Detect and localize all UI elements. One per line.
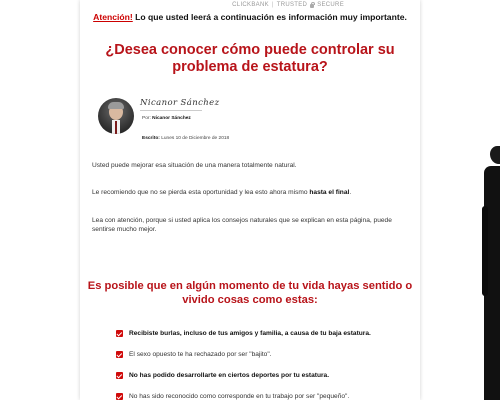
author-avatar [98,98,134,134]
body-paragraph-3: Lea con atención, porque si usted aplica los consejos naturales que se explican en esta página, puede sentirse mucho mejor. [92,217,392,233]
check-icon [116,393,123,400]
trust-separator: | [271,2,274,8]
page-headline: ¿Desea conocer cómo puede controlar su problema de estatura? [105,42,395,75]
man-silhouette-image [484,146,500,400]
written-label: Escrito: [142,136,160,141]
sales-page [80,0,420,400]
byline-label: Por: [142,116,151,121]
list-item: Recibiste burlas, incluso de tus amigos y familia, a causa de tu baja estatura. [116,330,406,351]
publish-date [142,136,229,141]
check-icon [116,330,123,337]
paragraph-2-text: Le recomiendo que no se pierda esta oportunidad y lea esto ahora mismo [92,189,310,196]
body-paragraph-1: Usted puede mejorar esa situación de una manera totalmente natural. [92,162,297,169]
symptom-checklist [116,330,406,400]
paragraph-2-emphasis: hasta el final [309,189,350,196]
author-block [98,98,398,148]
body-paragraph-2 [92,188,408,197]
paragraph-2-end: . [349,189,352,196]
attention-notice [80,12,420,22]
clickbank-brand: CLICKBANK [232,2,269,8]
clickbank-trust-badge [232,0,344,10]
signature-divider [140,110,202,111]
check-icon [116,351,123,358]
secure-label: SECURE [317,2,344,8]
author-name: Nicanor Sánchez [152,116,191,121]
author-byline [142,116,191,121]
list-item: No has sido reconocido como corresponde en tu trabajo por ser "pequeño". [116,393,406,400]
check-icon [116,372,123,379]
list-item: El sexo opuesto te ha rechazado por ser "bajito". [116,351,406,372]
date-value: Lunes 10 de Diciembre de 2018 [161,136,230,141]
lock-icon [310,4,314,8]
author-signature: Nicanor Sánchez [140,98,220,108]
list-item: No has podido desarrollarte en ciertos deportes por tu estatura. [116,372,406,393]
section-subheadline: Es posible que en algún momento de tu vida hayas sentido o vivido cosas como estas: [87,280,413,306]
attention-text: Lo que usted leerá a continuación es información muy importante. [132,12,407,22]
attention-label: Atención! [93,12,133,22]
trusted-label: TRUSTED [276,2,308,8]
